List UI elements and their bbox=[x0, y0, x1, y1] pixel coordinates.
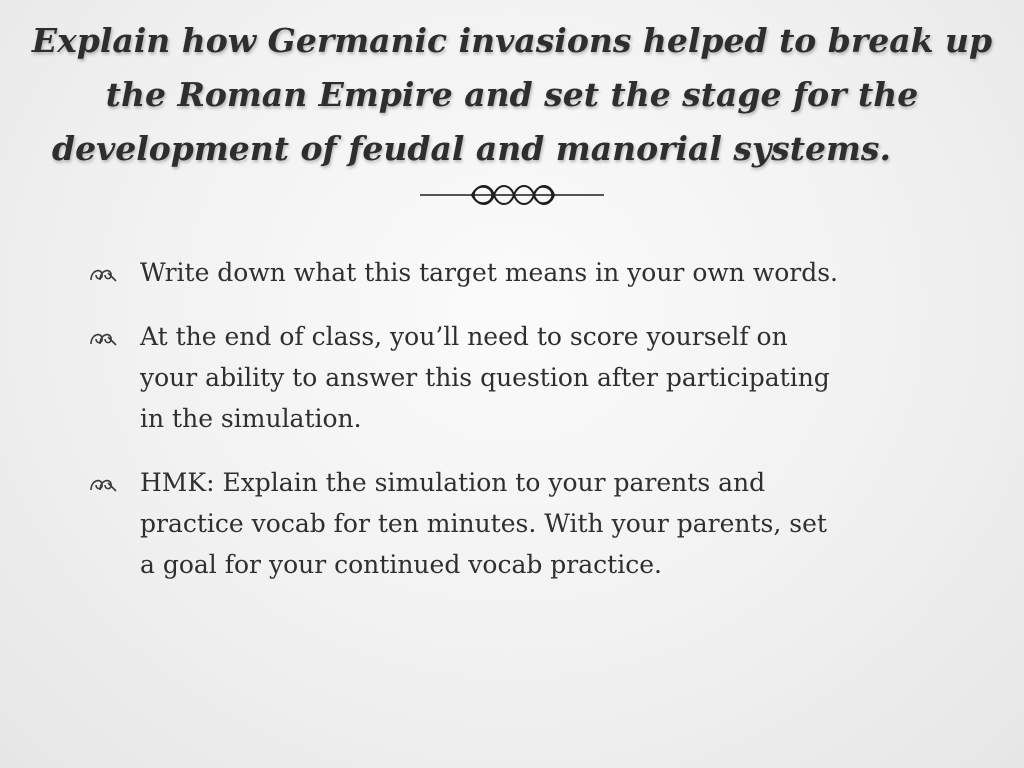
bullet-line: HMK: Explain the simulation to your parents and bbox=[140, 468, 766, 497]
slide-title-line: development of feudal and manorial systems. bbox=[52, 129, 891, 168]
bullet-item bbox=[86, 462, 956, 585]
slide-title-line: Explain how Germanic invasions helped to break up bbox=[31, 21, 993, 60]
link-loop-bullet-icon bbox=[88, 328, 118, 348]
link-loop-bullet-icon bbox=[88, 474, 118, 494]
slide-title bbox=[30, 14, 994, 176]
bullet-line: your ability to answer this question after participating bbox=[140, 363, 830, 392]
bullet-line: practice vocab for ten minutes. With your parents, set bbox=[140, 509, 827, 538]
bullet-list bbox=[86, 252, 956, 608]
slide-title-line: the Roman Empire and set the stage for the bbox=[105, 75, 919, 114]
bullet-line: a goal for your continued vocab practice. bbox=[140, 550, 662, 579]
link-loop-bullet-icon bbox=[88, 264, 118, 284]
scroll-flourish-icon bbox=[420, 180, 604, 210]
bullet-line: Write down what this target means in your own words. bbox=[140, 258, 838, 287]
bullet-item bbox=[86, 252, 956, 293]
bullet-line: At the end of class, you’ll need to score yourself on bbox=[140, 322, 788, 351]
bullet-item bbox=[86, 316, 956, 439]
bullet-line: in the simulation. bbox=[140, 404, 362, 433]
